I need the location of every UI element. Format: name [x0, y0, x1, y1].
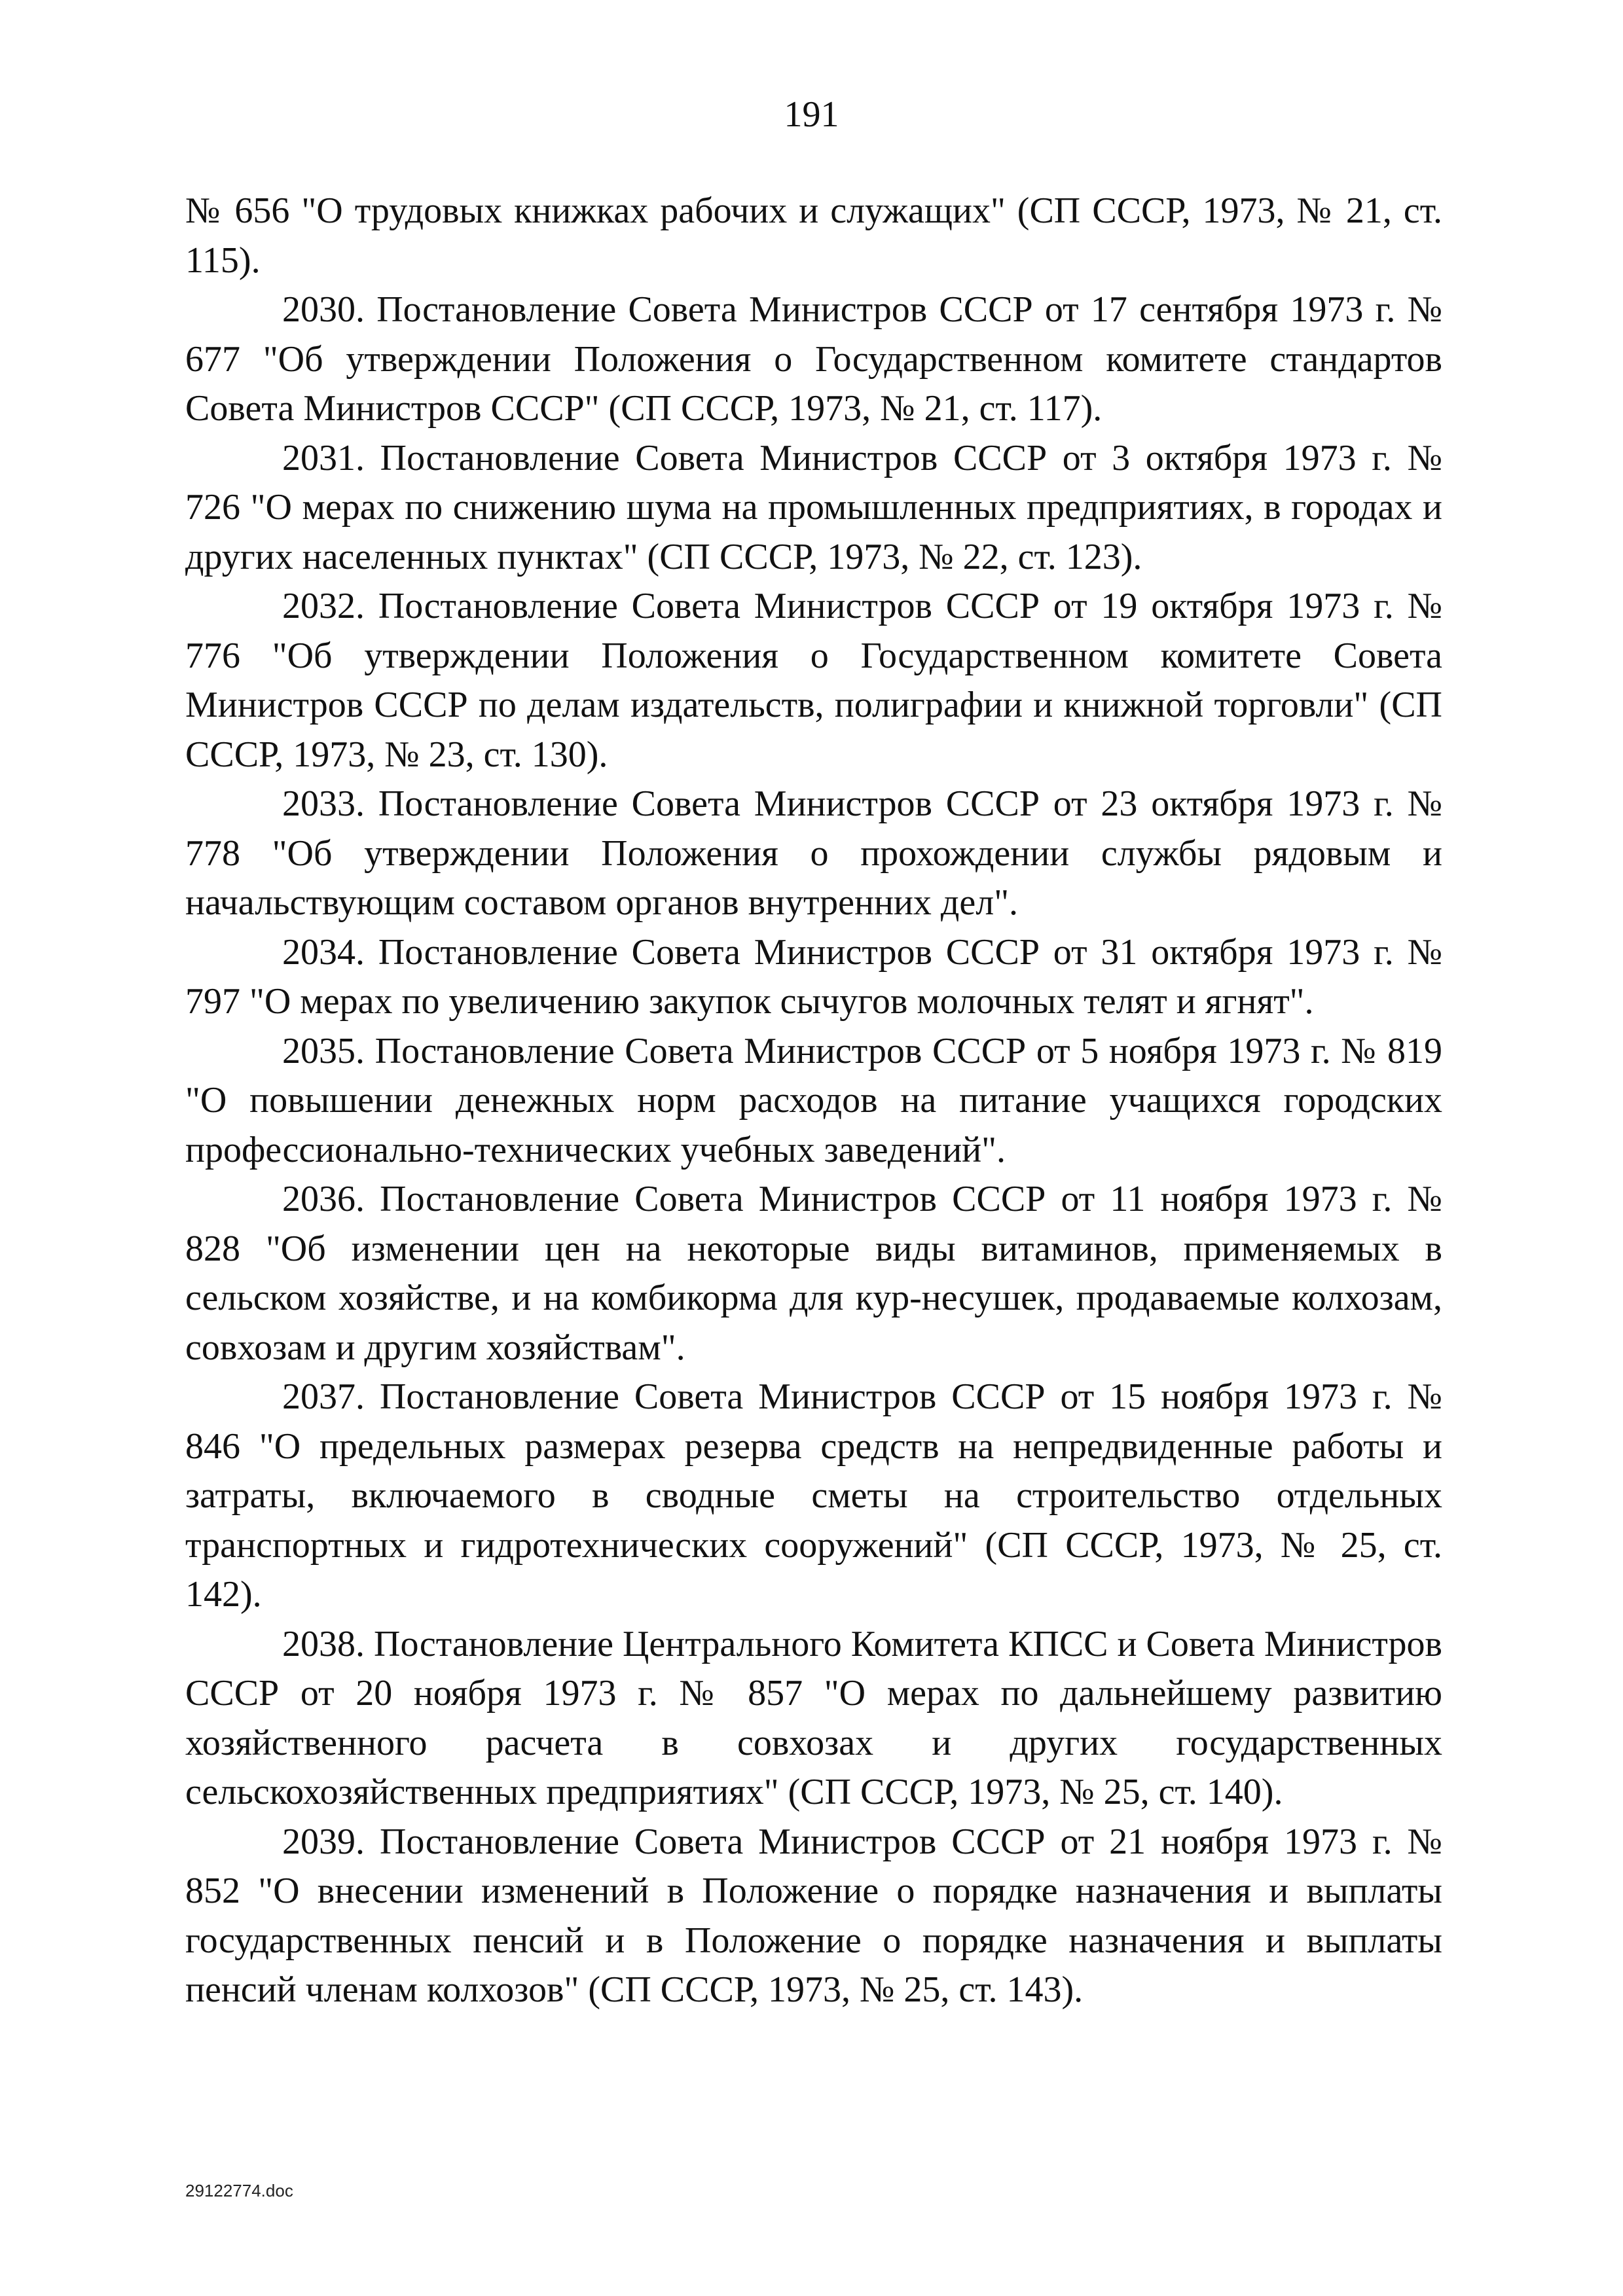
paragraph-2033: 2033. Постановление Совета Министров СССР от 23 октября 1973 г. № 778 "Об утверждении Положения о прохождении службы рядовым и начальствующим составом органов внутренних дел".	[185, 783, 1442, 923]
paragraph-2037: 2037. Постановление Совета Министров СССР от 15 ноября 1973 г. № 846 "О предельных размерах резерва средств на непредвиденные работы и затраты, включаемого в сводные сметы на строительство отдельных транспортных и гидротехнических сооружений" (СП СССР, 1973, № 25, ст. 142).	[185, 1376, 1442, 1615]
paragraph-continuation: № 656 "О трудовых книжках рабочих и служащих" (СП СССР, 1973, № 21, ст. 115).	[185, 190, 1442, 281]
paragraph-2034: 2034. Постановление Совета Министров СССР от 31 октября 1973 г. № 797 "О мерах по увеличению закупок сычугов молочных телят и ягнят".	[185, 931, 1442, 1022]
footer-filename: 29122774.doc	[185, 2181, 293, 2200]
page-number: 191	[784, 94, 839, 135]
paragraph-2031: 2031. Постановление Совета Министров СССР от 3 октября 1973 г. № 726 "О мерах по снижению шума на промышленных предприятиях, в городах и других населенных пунктах" (СП СССР, 1973, № 22, ст. 123).	[185, 437, 1442, 577]
document-body	[185, 187, 1442, 2015]
paragraph-2030: 2030. Постановление Совета Министров СССР от 17 сентября 1973 г. № 677 "Об утверждении Положения о Государственном комитете стандартов Совета Министров СССР" (СП СССР, 1973, № 21, ст. 117).	[185, 289, 1442, 429]
paragraph-2032: 2032. Постановление Совета Министров СССР от 19 октября 1973 г. № 776 "Об утверждении Положения о Государственном комитете Совета Министров СССР по делам издательств, полиграфии и книжной торговли" (СП СССР, 1973, № 23, ст. 130).	[185, 586, 1442, 775]
paragraph-2038: 2038. Постановление Центрального Комитета КПСС и Совета Министров СССР от 20 ноября 1973 г. № 857 "О мерах по дальнейшему развитию хозяйственного расчета в совхозах и других государственных сельскохозяйственных предприятиях" (СП СССР, 1973, № 25, ст. 140).	[185, 1623, 1442, 1812]
paragraph-2036: 2036. Постановление Совета Министров СССР от 11 ноября 1973 г. № 828 "Об изменении цен на некоторые виды витаминов, применяемых в сельском хозяйстве, и на комбикорма для кур-несушек, продаваемые колхозам, совхозам и другим хозяйствам".	[185, 1179, 1442, 1368]
paragraph-2039: 2039. Постановление Совета Министров СССР от 21 ноября 1973 г. № 852 "О внесении изменений в Положение о порядке назначения и выплаты государственных пенсий и в Положение о порядке назначения и выплаты пенсий членам колхозов" (СП СССР, 1973, № 25, ст. 143).	[185, 1821, 1442, 2010]
paragraph-2035: 2035. Постановление Совета Министров СССР от 5 ноября 1973 г. № 819 "О повышении денежных норм расходов на питание учащихся городских профессионально-технических учебных заведений".	[185, 1030, 1442, 1170]
